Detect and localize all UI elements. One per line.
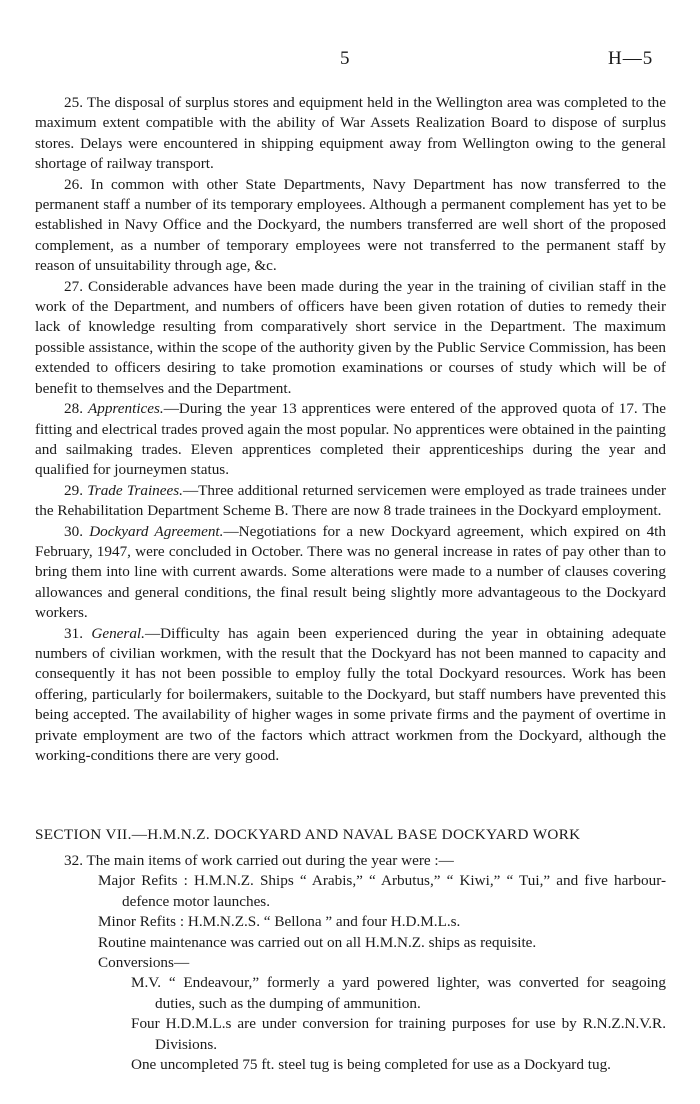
body-text bbox=[35, 93, 666, 766]
section-heading: SECTION VII.—H.M.N.Z. DOCKYARD AND NAVAL BASE DOCKYARD WORK bbox=[35, 826, 581, 843]
paragraph-number: 25. bbox=[64, 94, 83, 111]
page-number: 5 bbox=[340, 48, 351, 69]
list-item: Routine maintenance was carried out on all H.M.N.Z. ships as requisite. bbox=[98, 933, 537, 951]
paragraph-text: —Negotiations for a new Dockyard agreement, which expired on 4th February, 1947, were concluded in October. There was no general increase in rates of pay other than to bring them into line with current awards. Some alterations were made to a number of clauses covering allowances and general conditions, the final result being slightly more advantageous to the Dockyard workers. bbox=[35, 522, 666, 622]
list-item: Minor Refits : H.M.N.Z.S. “ Bellona ” and four H.D.M.L.s. bbox=[98, 913, 461, 931]
paragraph-number: 28. bbox=[64, 400, 83, 418]
conversion-item: M.V. “ Endeavour,” formerly a yard powered lighter, was converted for seagoing duties, such as the dumping of ammunition. bbox=[131, 974, 666, 1012]
paragraph-number: 27. bbox=[64, 277, 83, 295]
paragraph-text: —Difficulty has again been experienced during the year in obtaining adequate numbers of civilian workmen, with the result that the Dockyard has not been manned to capacity and consequently it has not been possible to employ fully the total Dockyard resources. Work has been offering, particularly for boilermakers, suitable to the Dockyard, but staff numbers have prevented this being accepted. The availability of higher wages in some private firms and the payment of overtime in private employment are two of the factors which attract workmen from the Dockyard, although the working-conditions there are very good. bbox=[35, 624, 667, 764]
paragraph-title: Trade Trainees. bbox=[87, 481, 183, 499]
paragraph-29 bbox=[35, 481, 666, 522]
paragraph-26 bbox=[35, 175, 666, 277]
paragraph-30 bbox=[35, 522, 666, 624]
conversion-item: Four H.D.M.L.s are under conversion for training purposes for use by R.N.Z.N.V.R. Divisions. bbox=[131, 1015, 666, 1053]
paragraph-title: General. bbox=[91, 624, 145, 642]
list-item: Major Refits : H.M.N.Z. Ships “ Arabis,” “ Arbutus,” “ Kiwi,” “ Tui,” and five harbour-defence motor launches. bbox=[98, 872, 666, 910]
paragraph-number: 31. bbox=[64, 624, 83, 642]
work-list bbox=[64, 851, 666, 1075]
paragraph-text: Considerable advances have been made during the year in the training of civilian staff in the work of the Department, and numbers of officers have been given rotation of duties to remedy their lack of knowledge resulting from comparatively short service in the Department. The maximum possible assistance, within the scope of the authority given by the Public Service Commission, has been extended to officers desiring to take promotion examinations or courses of study which will be of benefit to themselves and the Department. bbox=[35, 277, 666, 397]
paragraph-text: The disposal of surplus stores and equipment held in the Wellington area was completed to the maximum extent compatible with the ability of War Assets Realization Board to dispose of surplus stores. Delays were encountered in shipping equipment away from Wellington owing to the general shortage of railway transport. bbox=[35, 94, 666, 173]
paragraph-27 bbox=[35, 277, 666, 399]
paragraph-31 bbox=[35, 624, 666, 767]
paragraph-title: Dockyard Agreement. bbox=[89, 522, 224, 540]
paragraph-28 bbox=[35, 399, 666, 481]
paragraph-text: —Three additional returned servicemen were employed as trade trainees under the Rehabilitation Department Scheme B. There are now 8 trade trainees in the Dockyard employment. bbox=[35, 481, 667, 520]
work-intro: 32. The main items of work carried out during the year were :— bbox=[64, 852, 454, 869]
paragraph-25 bbox=[35, 93, 666, 175]
paragraph-title: Apprentices. bbox=[87, 400, 164, 418]
paragraph-number: 30. bbox=[64, 522, 83, 540]
list-item: Conversions— bbox=[98, 954, 190, 972]
paragraph-text: In common with other State Departments, Navy Department has now transferred to the permanent staff a number of its temporary employees. Although a permanent complement has yet to be established in Navy Office and the Dockyard, the numbers transferred are well short of the proposed complement, as a number of temporary employees were not transferred to the permanent staff by reason of unsuitability through age, &c. bbox=[35, 175, 666, 275]
conversion-item: One uncompleted 75 ft. steel tug is being completed for use as a Dockyard tug. bbox=[131, 1056, 611, 1074]
paragraph-number: 26. bbox=[64, 175, 83, 193]
paragraph-text: —During the year 13 apprentices were entered of the approved quota of 17. The fitting and electrical trades proved again the most popular. No apprentices were obtained in the painting and sailmaking trades. Eleven apprentices completed their apprenticeships during the year and qualified for journeymen status. bbox=[35, 400, 667, 479]
paragraph-number: 29. bbox=[64, 481, 83, 499]
document-reference: H—5 bbox=[608, 48, 654, 69]
